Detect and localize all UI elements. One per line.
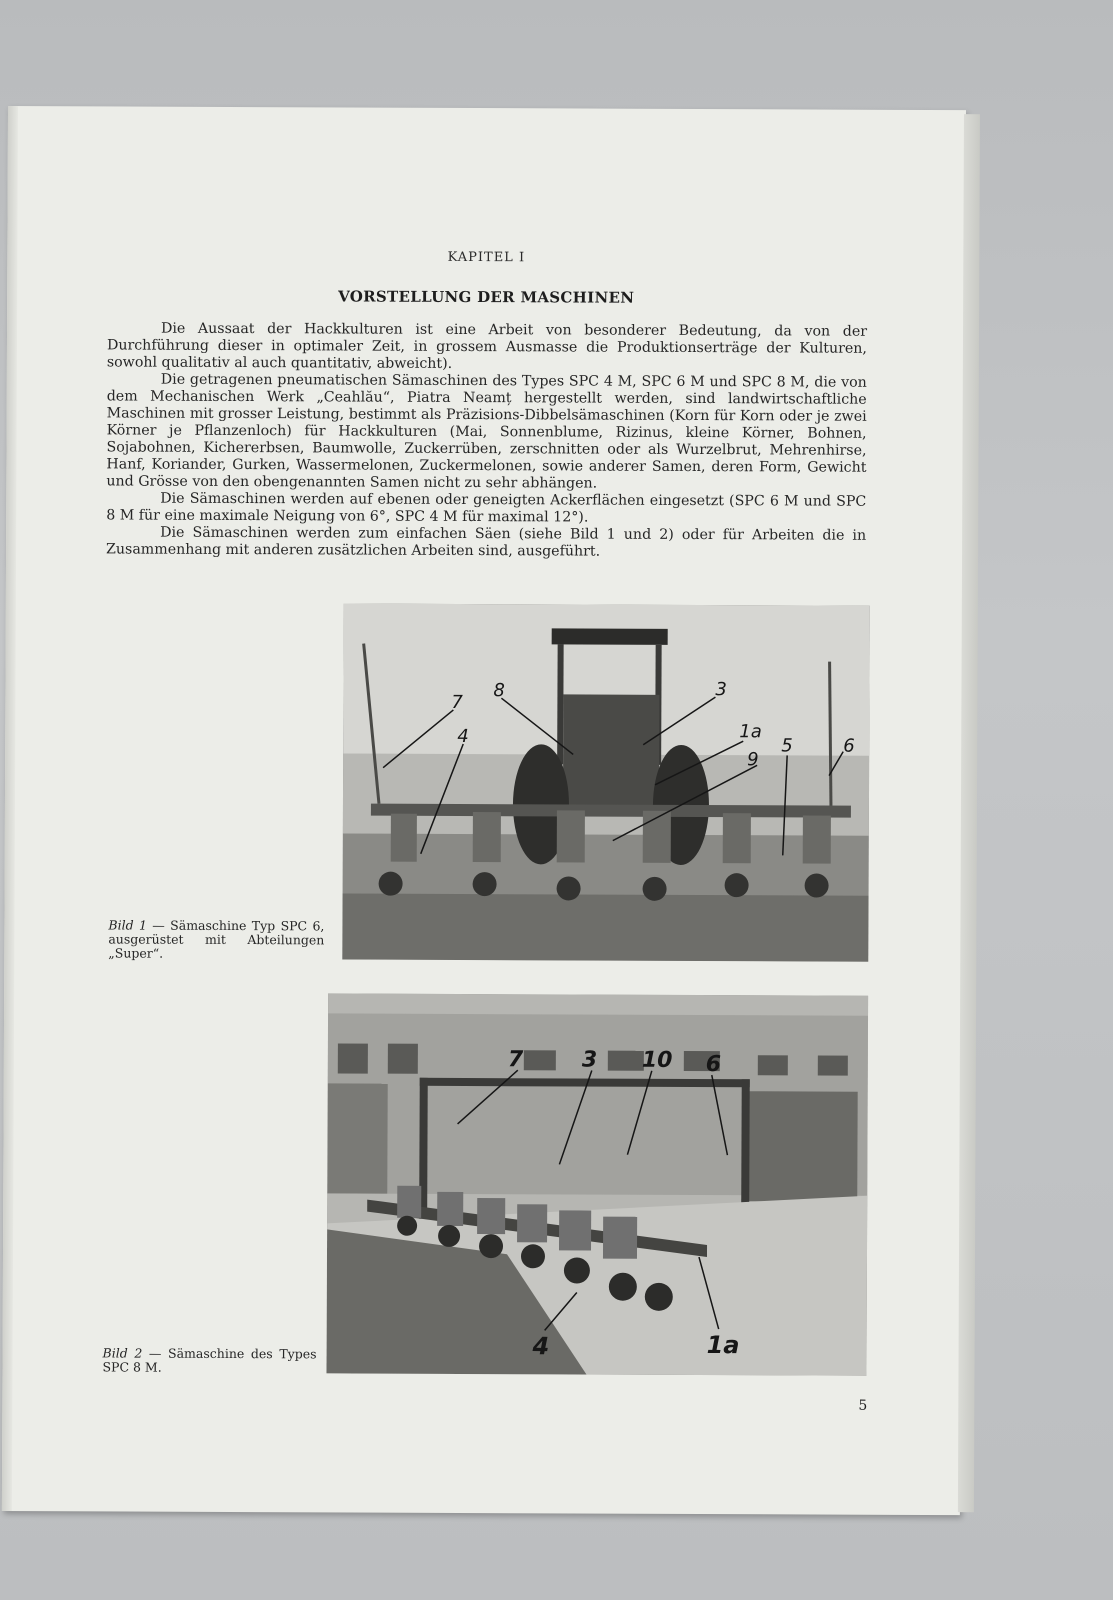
paragraph: Die Sämaschinen werden auf ebenen oder geneigten Ackerflächen eingesetzt (SPC 6 M und SPC 8 M für eine maximale Neigung von 6°, SPC 4 M für maximal 12°). [106,490,867,526]
figure-2-photo [326,993,868,1375]
page-binding [2,106,18,1511]
callout-3: 3 [581,1047,598,1073]
callout-3: 3 [715,679,727,701]
callout-10: 10 [641,1047,673,1073]
page-number: 5 [858,1397,868,1414]
callout-7: 7 [451,691,463,713]
callout-4: 4 [457,725,469,748]
figure-1-photo [342,603,870,961]
callout-7: 7 [507,1047,524,1073]
figure-2-caption [102,1346,316,1375]
figure-1-caption [108,918,324,961]
caption-label: Bild 1 [108,917,147,933]
paragraph: Die getragenen pneumatischen Sämaschinen des Types SPC 4 M, SPC 6 M und SPC 8 M, die von dem Mechanischen Werk „Ceahlău“, Piatra Neamț hergestellt werden, sind landwirtschaftliche Maschinen mit grosser Leistung, bestimmt als Präzisions-Dibbelsämaschinen (Korn für Korn oder je zwei Körner je Pflanzenloch) für Hackkulturen (Mai, Sonnenblume, Rizinus, kleine Körner, Bohnen, Sojabohnen, Kichererbsen, Baumwolle, Zuckerrüben, zerschnitten oder als Wurzelbrut, Mehrenhirse, Hanf, Koriander, Gurken, Wassermelonen, Zuckermelonen, sowie anderer Samen, deren Form, Gewicht und Grösse von den obengenannten Samen nicht zu sehr abhängen. [106,371,867,492]
callout-1a: 1a [706,1331,740,1360]
callout-9: 9 [747,749,759,771]
callout-4: 4 [532,1332,550,1361]
page-stack-edge [958,114,980,1512]
caption-text: — Sämaschine Typ SPC 6, ausgerüstet mit Abteilungen „Super“. [108,917,325,961]
caption-label: Bild 2 [102,1345,143,1361]
chapter-heading: KAPITEL I [447,249,526,266]
callout-6: 6 [705,1052,722,1078]
page-title: VORSTELLUNG DER MASCHINEN [338,287,635,307]
callout-6: 6 [843,735,855,757]
paragraph: Die Aussaat der Hackkulturen ist eine Arbeit von besonderer Bedeutung, da von der Durchführung dieser in optimaler Zeit, in grossem Ausmasse die Produktionserträge der Kulturen, sowohl qualitativ al auch quantitativ, abweicht). [106,320,868,372]
paragraph: Die Sämaschinen werden zum einfachen Säen (siehe Bild 1 und 2) oder für Arbeiten die in Zusammenhang mit anderen zusätzlichen Arbeiten sind, ausgeführt. [106,524,867,560]
callout-5: 5 [781,735,793,757]
callout-1a: 1a [739,721,762,743]
caption-text: — Sämaschine des Types SPC 8 M. [102,1345,317,1375]
callout-8: 8 [493,680,505,702]
body-text [106,320,867,561]
document-page [2,106,966,1515]
